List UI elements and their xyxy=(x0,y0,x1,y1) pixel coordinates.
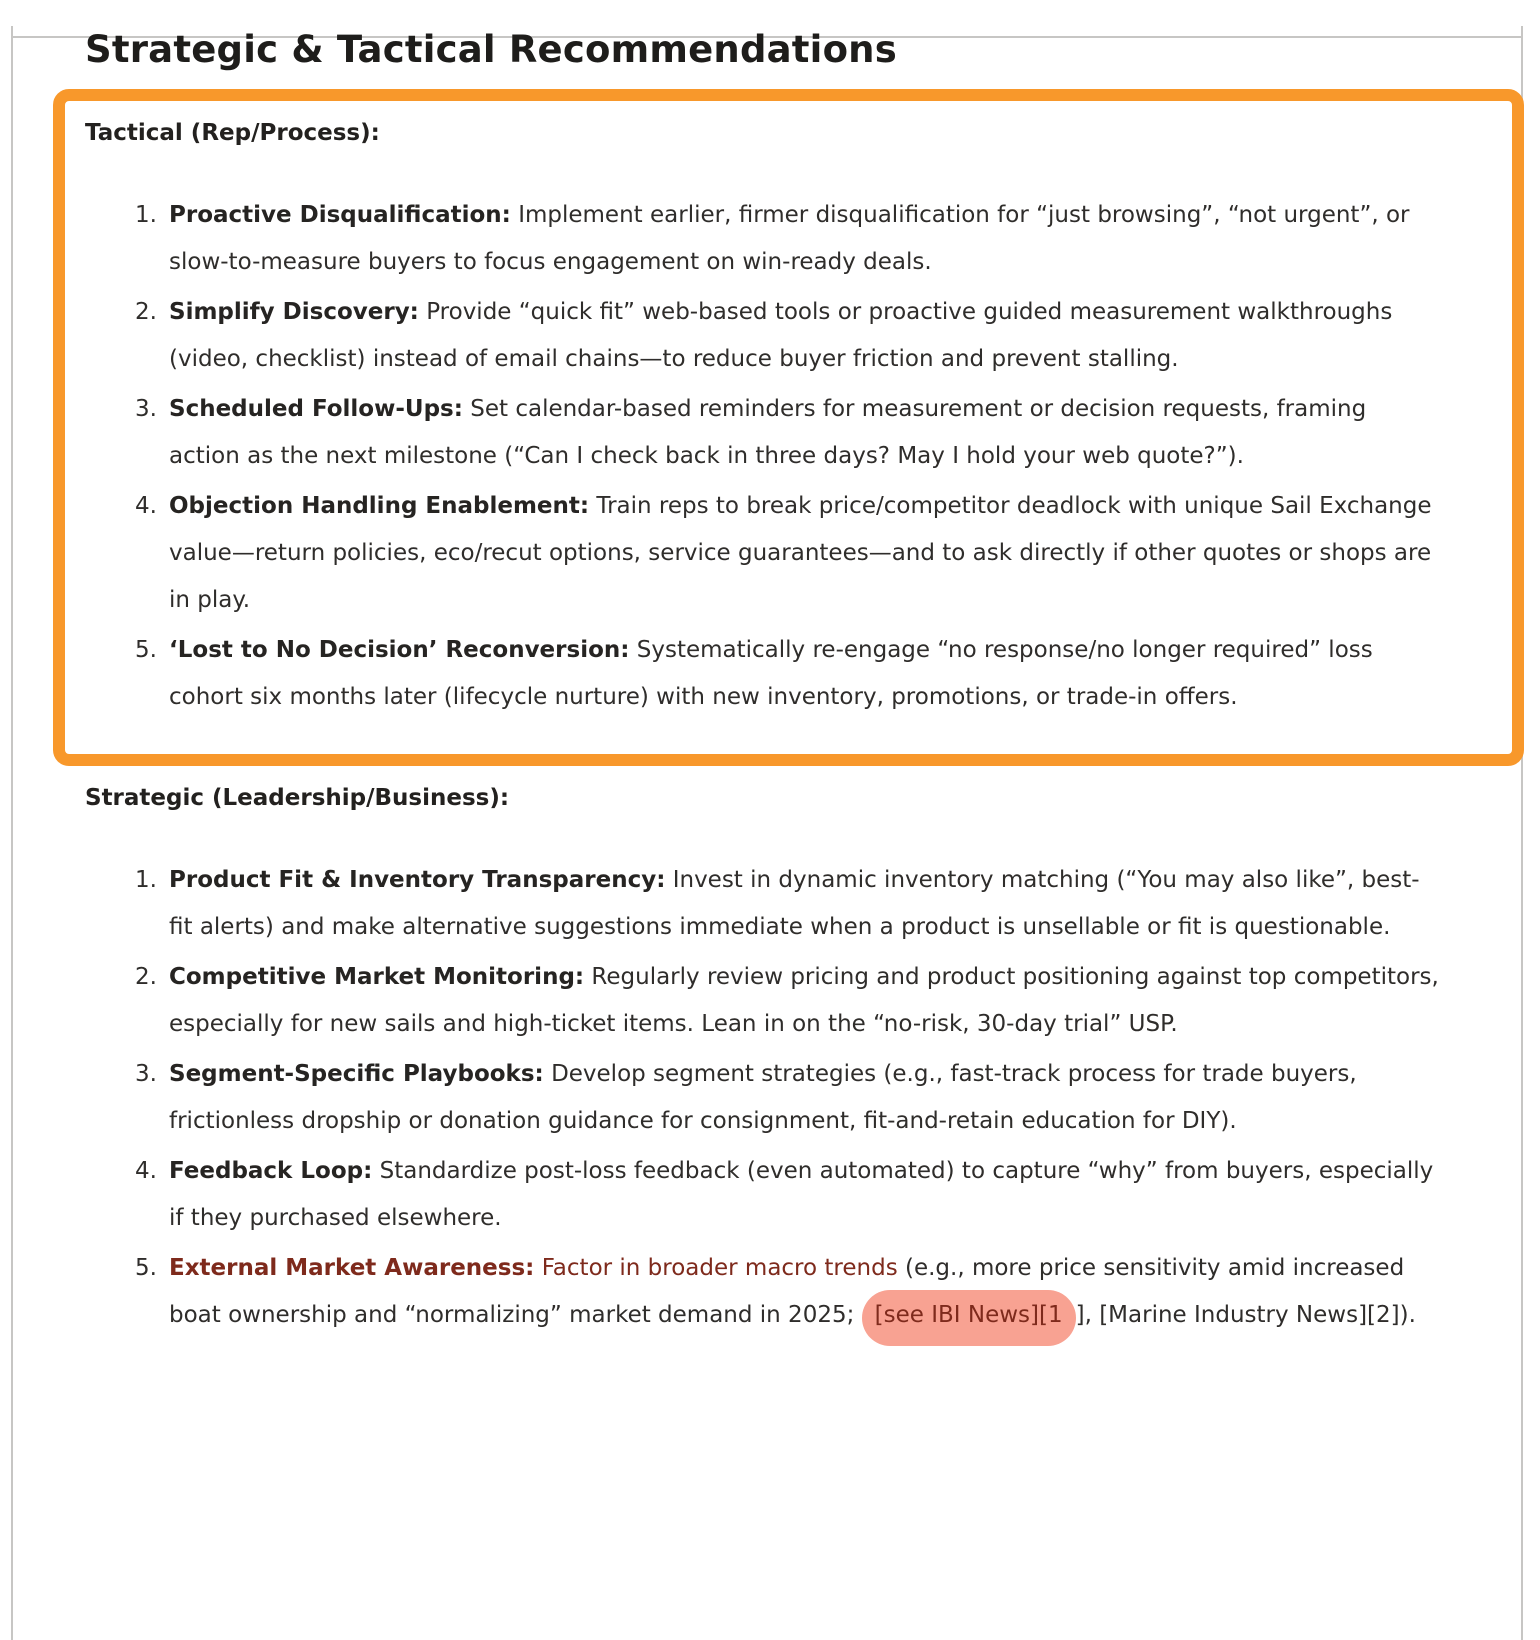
highlighted-text: Factor in broader macro trends xyxy=(541,1255,898,1281)
tactical-list xyxy=(85,192,1492,721)
list-item-label: Objection Handling Enablement: xyxy=(169,493,590,519)
section-heading-strategic: Strategic (Leadership/Business): xyxy=(85,785,510,811)
list-item-text: Proactive Disqualification: Implement earlier, firmer disqualification for “just browsing”, “not urgent”, or slow-to-measure buyers to focus engagement on win-ready deals. xyxy=(169,202,1410,275)
page-border-left xyxy=(11,26,13,1640)
section-heading-tactical: Tactical (Rep/Process): xyxy=(85,120,380,146)
list-item-label: ‘Lost to No Decision’ Reconversion: xyxy=(169,637,630,663)
list-item-text: Competitive Market Monitoring: Regularly review pricing and product positioning against top competitors, especially for new sails and high-ticket items. Lean in on the “no-risk, 30-day trial” USP. xyxy=(169,964,1439,1037)
list-item-text: Feedback Loop: Standardize post-loss feedback (even automated) to capture “why” from buyers, especially if they purchased elsewhere. xyxy=(169,1158,1434,1231)
list-item-number: 1. xyxy=(135,202,157,228)
list-item xyxy=(85,1148,1524,1242)
list-item-label: Feedback Loop: xyxy=(169,1158,373,1184)
list-item-label: Product Fit & Inventory Transparency: xyxy=(169,867,666,893)
list-item-text: Product Fit & Inventory Transparency: Invest in dynamic inventory matching (“You may also like”, best-fit alerts) and make alternative suggestions immediate when a product is unsellable or fit is questionable. xyxy=(169,867,1420,940)
page-title: Strategic & Tactical Recommendations xyxy=(85,28,897,71)
list-item-number: 4. xyxy=(135,1158,157,1184)
list-item xyxy=(85,954,1524,1048)
list-item-number: 1. xyxy=(135,867,157,893)
list-item-label: Simplify Discovery: xyxy=(169,299,419,325)
text-segment: (e.g., more price sensitivity amid increased boat ownership and “normalizing” market demand in 2025; xyxy=(169,1255,1405,1328)
list-item-label: External Market Awareness: xyxy=(169,1255,535,1281)
list-item-label: Scheduled Follow-Ups: xyxy=(169,396,463,422)
list-item-number: 3. xyxy=(135,396,157,422)
list-item-label: Proactive Disqualification: xyxy=(169,202,511,228)
list-item-number: 4. xyxy=(135,493,157,519)
list-item-text xyxy=(169,1245,1439,1339)
list-item xyxy=(85,289,1492,383)
document-content xyxy=(53,26,1524,1339)
list-item xyxy=(85,857,1524,951)
list-item-number: 5. xyxy=(135,637,157,663)
text-segment: ], [Marine Industry News][2]). xyxy=(1075,1302,1416,1328)
list-item xyxy=(85,483,1492,624)
list-item-text: Objection Handling Enablement: Train reps to break price/competitor deadlock with unique Sail Exchange value—return policies, eco/recut options, service guarantees—and to ask directly if other quotes or shops are in play. xyxy=(169,493,1432,613)
list-item-number: 2. xyxy=(135,299,157,325)
list-item-label: Competitive Market Monitoring: xyxy=(169,964,585,990)
list-item xyxy=(85,1245,1524,1339)
list-item-text: Segment-Specific Playbooks: Develop segment strategies (e.g., fast-track process for trade buyers, frictionless dropship or donation guidance for consignment, fit-and-retain education for DIY). xyxy=(169,1061,1357,1134)
tactical-callout-box xyxy=(53,89,1524,766)
list-item-number: 3. xyxy=(135,1061,157,1087)
list-item xyxy=(85,1051,1524,1145)
strategic-list xyxy=(85,857,1524,1339)
list-item-label: Segment-Specific Playbooks: xyxy=(169,1061,544,1087)
list-item-text: Simplify Discovery: Provide “quick fit” web-based tools or proactive guided measurement walkthroughs (video, checklist) instead of email chains—to reduce buyer friction and prevent stalling. xyxy=(169,299,1393,372)
list-item-text: ‘Lost to No Decision’ Reconversion: Systematically re-engage “no response/no longer required” loss cohort six months later (lifecycle nurture) with new inventory, promotions, or trade-in offers. xyxy=(169,637,1373,710)
highlighted-citation: [see IBI News][1 xyxy=(862,1290,1076,1346)
list-item xyxy=(85,627,1492,721)
strategic-section xyxy=(85,781,1524,1339)
list-item-number: 2. xyxy=(135,964,157,990)
list-item-text: Scheduled Follow-Ups: Set calendar-based reminders for measurement or decision requests, framing action as the next milestone (“Can I check back in three days? May I hold your web quote?”). xyxy=(169,396,1367,469)
list-item xyxy=(85,192,1492,286)
list-item xyxy=(85,386,1492,480)
list-item-number: 5. xyxy=(135,1255,157,1281)
